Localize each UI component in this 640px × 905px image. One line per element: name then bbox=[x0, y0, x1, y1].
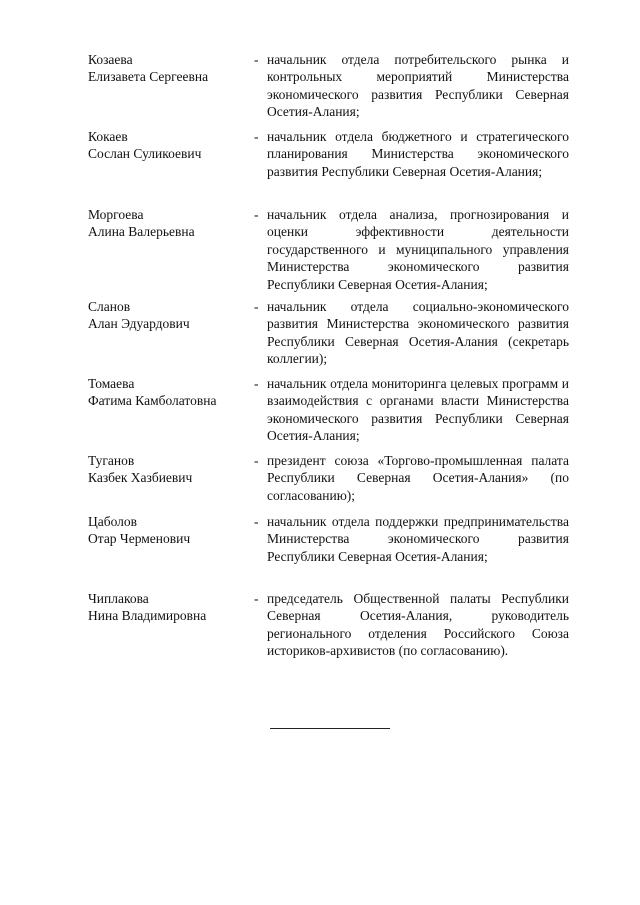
member-surname: Кокаев bbox=[88, 129, 128, 144]
list-dash: - bbox=[254, 299, 259, 314]
member-name bbox=[88, 298, 248, 333]
member-surname: Томаева bbox=[88, 376, 135, 391]
member-surname: Сланов bbox=[88, 299, 131, 314]
member-name bbox=[88, 51, 248, 86]
member-name bbox=[88, 128, 248, 163]
list-dash: - bbox=[254, 453, 259, 468]
member-surname: Чиплакова bbox=[88, 591, 149, 606]
member-position: начальник отдела анализа, прогнозирования и оценки эффективности деятельности государственного и муниципального управления Министерства экономического развития Республики Северная Осетия-Алания; bbox=[267, 207, 569, 292]
list-dash: - bbox=[254, 514, 259, 529]
member-position: председатель Общественной палаты Республики Северная Осетия-Алания, руководитель регионального отделения Российского Союза историков-архивистов (по согласованию). bbox=[267, 591, 569, 659]
member-name bbox=[88, 590, 248, 625]
member-given-names: Казбек Хазбиевич bbox=[88, 470, 193, 486]
member-position: начальник отдела поддержки предпринимательства Министерства экономического развития Республики Северная Осетия-Алания; bbox=[267, 514, 569, 564]
member-given-names: Нина Владимировна bbox=[88, 608, 207, 624]
member-position: президент союза «Торгово-промышленная палата Республики Северная Осетия-Алания» (по согласованию); bbox=[267, 453, 569, 503]
member-name bbox=[88, 375, 248, 410]
member-given-names: Сослан Суликоевич bbox=[88, 146, 202, 162]
member-surname: Цаболов bbox=[88, 514, 138, 529]
member-given-names: Отар Черменович bbox=[88, 531, 191, 547]
member-given-names: Алан Эдуардович bbox=[88, 316, 190, 332]
member-surname: Моргоева bbox=[88, 207, 144, 222]
member-name bbox=[88, 513, 248, 548]
member-given-names: Фатима Камболатовна bbox=[88, 393, 217, 409]
list-dash: - bbox=[254, 129, 259, 144]
list-dash: - bbox=[254, 207, 259, 222]
member-name bbox=[88, 206, 248, 241]
member-name bbox=[88, 452, 248, 487]
member-given-names: Алина Валерьевна bbox=[88, 224, 195, 240]
end-rule bbox=[270, 728, 390, 729]
member-position: начальник отдела социально-экономического развития Министерства экономического развития Республики Северная Осетия-Алания (секретарь коллегии); bbox=[267, 299, 569, 367]
list-dash: - bbox=[254, 52, 259, 67]
member-surname: Козаева bbox=[88, 52, 133, 67]
member-given-names: Елизавета Сергеевна bbox=[88, 69, 209, 85]
member-surname: Туганов bbox=[88, 453, 135, 468]
member-position: начальник отдела мониторинга целевых программ и взаимодействия с органами власти Министерства экономического развития Республики Северная Осетия-Алания; bbox=[267, 376, 569, 444]
member-position: начальник отдела потребительского рынка и контрольных мероприятий Министерства экономического развития Республики Северная Осетия-Алания; bbox=[267, 52, 569, 120]
list-dash: - bbox=[254, 591, 259, 606]
list-dash: - bbox=[254, 376, 259, 391]
member-position: начальник отдела бюджетного и стратегического планирования Министерства экономического развития Республики Северная Осетия-Алания; bbox=[267, 129, 569, 179]
